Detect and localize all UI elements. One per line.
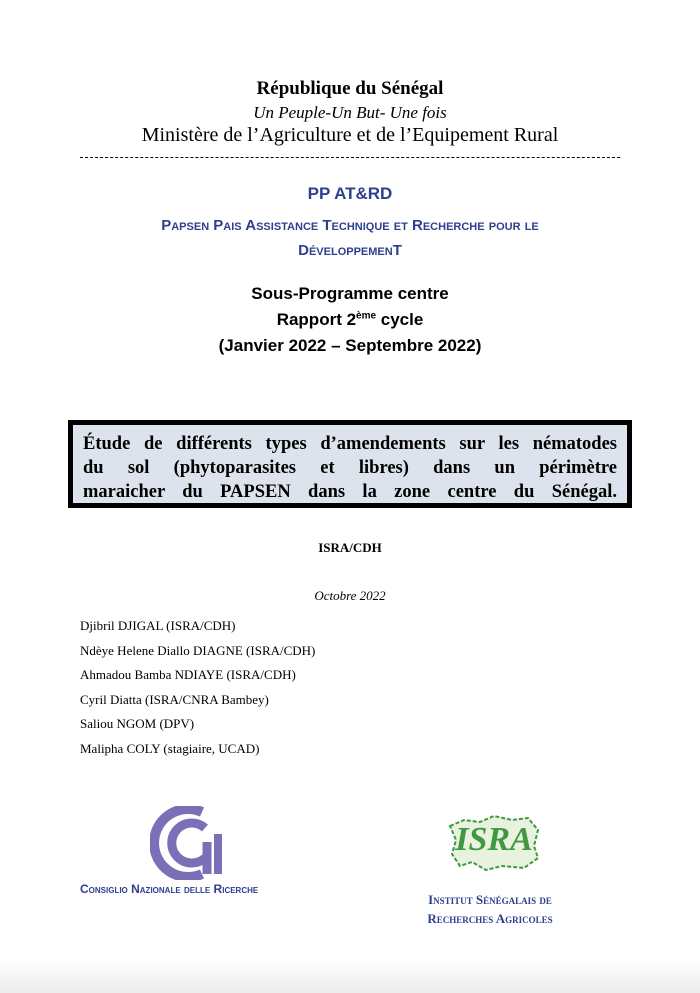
ministry-heading: Ministère de l’Agriculture et de l’Equipement Rural: [141, 124, 559, 146]
list-item: Ahmadou Bamba NDIAYE (ISRA/CDH): [80, 667, 296, 682]
list-item: Malipha COLY (stagiaire, UCAD): [80, 740, 260, 756]
study-title-box: [68, 420, 632, 508]
list-item: Ndèye Helene Diallo DIAGNE (ISRA/CDH): [80, 642, 316, 658]
study-title-line3: maraicher du PAPSEN dans la zone centre du Sénégal.: [83, 482, 617, 502]
report-period: (Janvier 2022 – Septembre 2022): [218, 336, 482, 355]
program-full-name-line2: DéveloppemenT: [298, 242, 402, 259]
program-acronym: PP AT&RD: [307, 184, 393, 203]
report-suffix: cycle: [376, 310, 424, 329]
report-superscript: ème: [356, 310, 377, 322]
isra-name: [395, 890, 585, 928]
list-item: Cyril Diatta (ISRA/CNRA Bambey): [80, 691, 269, 707]
report-prefix: Rapport 2: [276, 310, 357, 329]
institution-label: ISRA/CDH: [318, 540, 382, 555]
national-motto: Un Peuple-Un But- Une fois: [253, 103, 447, 122]
study-title-line1: Étude de différents types d’amendements sur les nématodes: [83, 434, 617, 454]
report-cycle: [0, 310, 700, 330]
isra-logo-mark: ISRA: [455, 821, 533, 858]
dashed-separator: [80, 157, 620, 158]
republic-heading: République du Sénégal: [256, 78, 444, 99]
subprogram-name: Sous-Programme centre: [251, 284, 449, 303]
cnr-name: Consiglio Nazionale delle Ricerche: [80, 882, 259, 896]
report-date: Octobre 2022: [314, 588, 386, 603]
list-item: Saliou NGOM (DPV): [80, 716, 195, 731]
isra-logo-icon: [442, 796, 546, 876]
program-full-name-line1: Papsen Pais Assistance Technique et Recherche pour le: [161, 217, 539, 234]
cnr-logo-icon: [150, 806, 230, 880]
list-item: Djibril DJIGAL (ISRA/CDH): [80, 618, 236, 633]
author-list: [80, 618, 315, 765]
isra-name-line1: Institut Sénégalais de: [428, 892, 552, 907]
study-title-line2: du sol (phytoparasites et libres) dans un périmètre: [83, 458, 617, 478]
page-bottom-shade: [0, 958, 700, 993]
isra-name-line2: Recherches Agricoles: [427, 911, 553, 926]
